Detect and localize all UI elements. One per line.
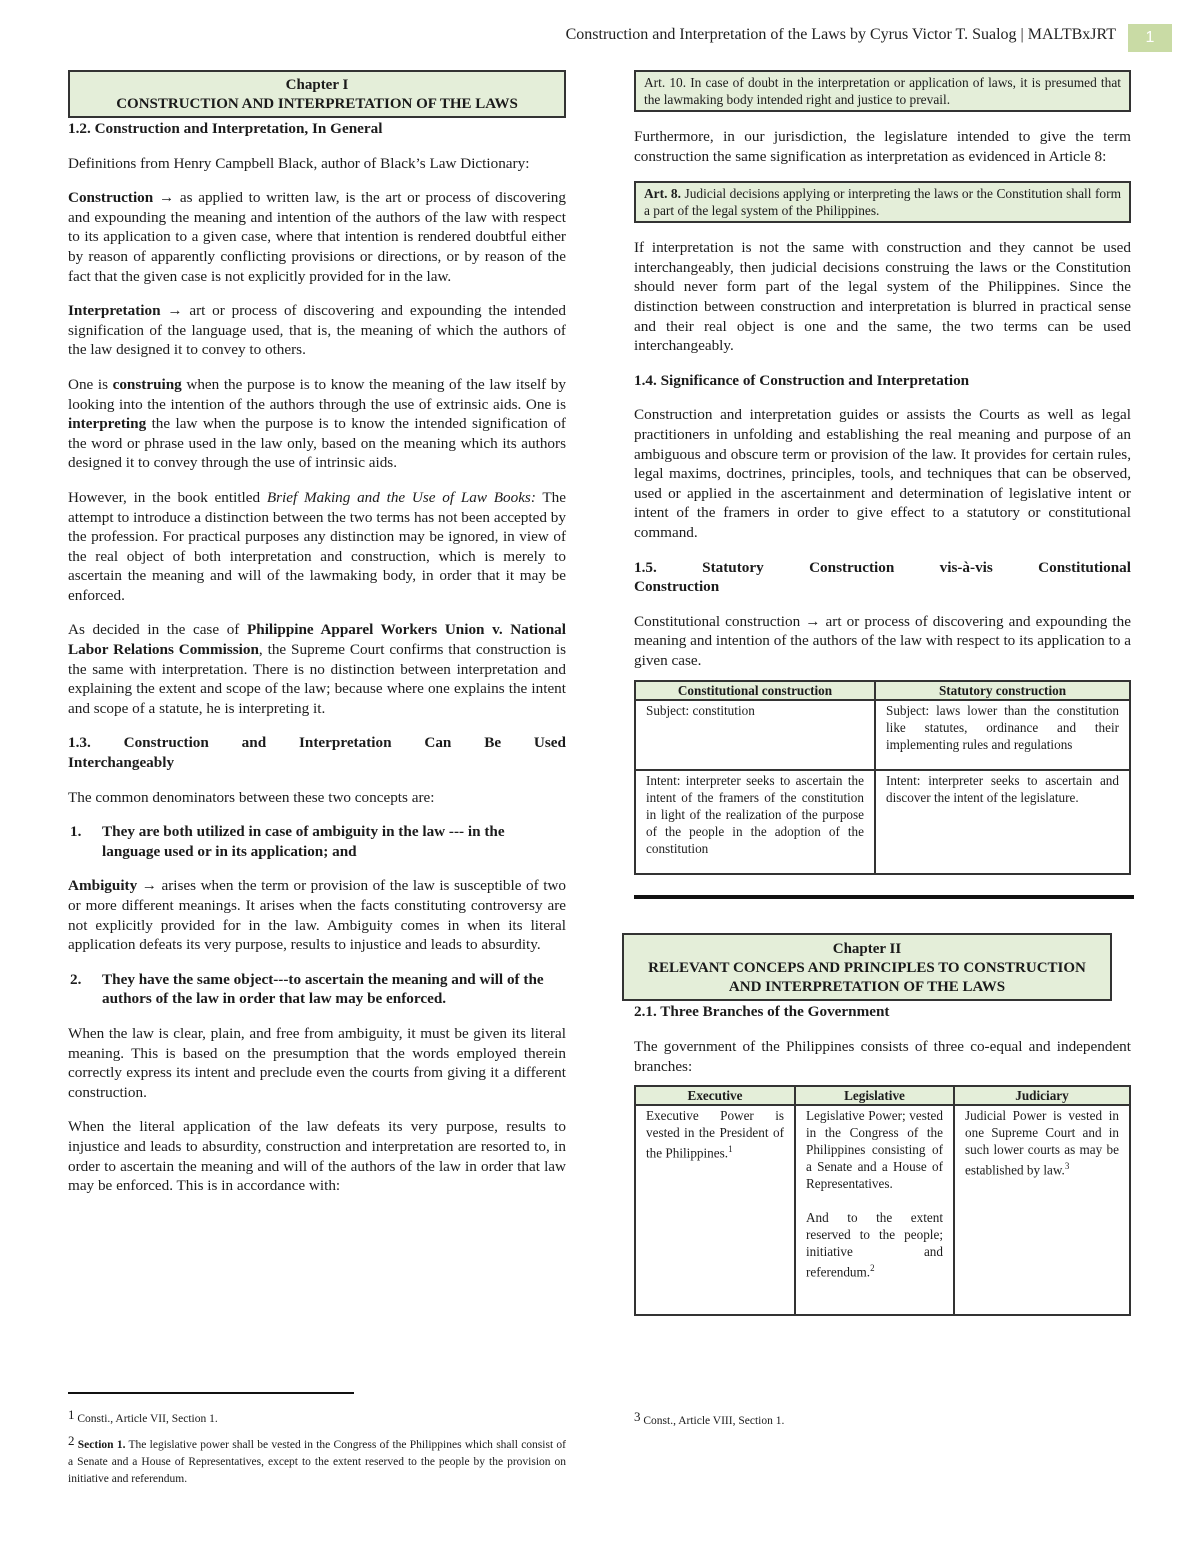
chapter-2-box	[622, 933, 1112, 1001]
section-1-2-intro: Definitions from Henry Campbell Black, author of Black’s Law Dictionary:	[68, 154, 530, 172]
chapter-1-box	[68, 70, 566, 118]
construing-paragraph: One is construing when the purpose is to know the meaning of the law itself by looking into the intention of the authors through the use of extrinsic aids. One is interpreting the law when the purpose is to know the intended signification of the word or phrase used in the law only, based on the meaning which its authors designed it to convey through the use of intrinsic aids.	[68, 375, 566, 472]
section-1-5-paragraph: Constitutional construction → art or process of discovering and expounding the meaning and intention of the authors of the law with respect to its application to a given case.	[634, 612, 1131, 669]
section-divider	[634, 895, 1134, 899]
right-column	[634, 70, 1131, 1316]
ambiguity-term: Ambiguity	[68, 877, 138, 895]
section-1-4-paragraph: Construction and interpretation guides or assists the Courts as well as legal practitioners in unfolding and establishing the real meaning and purpose of an ambiguous and obscure term or provision of the law. It provides for certain rules, legal maxims, doctrines, principles, tools, and techniques that can be observed, used or applied in the ascertainment and determination of legislative intent or intent of the framers in order to give effect to a statutory or constitutional command.	[634, 406, 1131, 541]
chapter-2-title-line-2: AND INTERPRETATION OF THE LAWS	[728, 979, 1006, 996]
table-header-cell: Statutory construction	[875, 681, 1130, 700]
chapter-1-title: CONSTRUCTION AND INTERPRETATION OF THE LAWS	[116, 96, 518, 112]
chapter-2-title-line-1: RELEVANT CONCEPS AND PRINCIPLES TO CONSTRUCTION	[648, 960, 1086, 977]
table-cell: Intent: interpreter seeks to ascertain the intent of the framers of the constitution in light of the realization of the purpose of the people in the adoption of the constitution	[635, 770, 875, 874]
table-cell: Intent: interpreter seeks to ascertain and discover the intent of the legislature.	[875, 770, 1130, 874]
legislative-cell: Legislative Power; vested in the Congress of the Philippines consisting of a Senate and a House of Representatives. And to the extent reserved to the people; initiative and referendum.$^2$	[795, 1105, 954, 1315]
comparison-table	[634, 680, 1131, 875]
page-header	[0, 26, 1200, 50]
judiciary-cell: Judicial Power is vested in one Supreme Court and in such lower courts as may be established by law.$^3$	[954, 1105, 1130, 1315]
interpretation-term: Interpretation	[68, 302, 161, 320]
footnote-divider	[68, 1392, 354, 1394]
section-1-5-heading: 1.5. Statutory Construction vis-à-vis Constitutional Construction	[634, 558, 1131, 596]
article-8-box: Art. 8. Judicial decisions applying or interpreting the laws or the Constitution shall form a part of the legal system of the Philippines.	[634, 181, 1131, 223]
article-10-label: Art. 10.	[644, 75, 687, 90]
clear-law-paragraph: When the law is clear, plain, and free from ambiguity, it must be given its literal meaning. This is based on the presumption that the words employed therein correctly express its intent and preclude even the courts from giving it a different construction.	[68, 1024, 566, 1101]
section-1-3-intro: The common denominators between these two concepts are:	[68, 788, 435, 806]
interchangeable-paragraph: If interpretation is not the same with construction and they cannot be used interchangeably, then judicial decisions construing the laws or the Constitution should never form part of the legal system of the Philippines. Since the distinction between construction and interpretation is blurred in practical sense and their real object is one and the same, the two terms can be used interchangeably.	[634, 239, 1131, 355]
construction-term: Construction	[68, 189, 154, 207]
brief-making-paragraph: However, in the book entitled Brief Making and the Use of Law Books: The attempt to introduce a distinction between the two terms has not been accepted by the profession. For practical purposes any distinction may be ignored, in view of the real object of both interpretation and construction, which is merely to ascertain the meaning and will of the lawmaking body, in order that it may be enforced.	[68, 488, 566, 604]
header-title: Construction and Interpretation of the Laws by Cyrus Victor T. Sualog | MALTBxJRT	[565, 26, 1116, 43]
table-row	[635, 770, 1130, 874]
construction-definition: Construction → as applied to written law, is the art or process of discovering and expounding the meaning and intention of the authors of the law with respect to its application to a given case, where that intention is rendered doubtful either by reason of apparently conflicting provisions or directions, or by reason of the fact that the given case is not explicitly provided for in the law.	[68, 189, 566, 285]
article-10-box: Art. 10. In case of doubt in the interpretation or application of laws, it is presumed that the lawmaking body intended right and justice to prevail.	[634, 70, 1131, 112]
chapter-2-number: Chapter II	[832, 941, 902, 958]
footnote-2: $^2$ Section 1. The legislative power shall be vested in the Congress of the Philippines which shall consist of a Senate and a House of Representatives, except to the extent reserved to the people by the provision on initiative and referendum.	[68, 1433, 566, 1485]
footnote-3: $^3$ Const., Article VIII, Section 1.	[634, 1409, 785, 1427]
table-header-cell: Legislative	[795, 1086, 954, 1105]
table-header-cell: Executive	[635, 1086, 795, 1105]
section-2-1-heading: 2.1. Three Branches of the Government	[634, 1003, 890, 1021]
section-1-4-heading: 1.4. Significance of Construction and Interpretation	[634, 371, 970, 389]
left-column	[68, 70, 566, 1211]
interpretation-definition: Interpretation → art or process of discovering and expounding the intended signification of the language used, that is, the meaning of which the authors of the law designed it to convey to others.	[68, 302, 566, 359]
section-2-1-paragraph: The government of the Philippines consists of three co-equal and independent branches:	[634, 1038, 1131, 1075]
list-item-2: 2. They have the same object---to ascertain the meaning and will of the authors of the law in order that law may be enforced.	[70, 970, 544, 1008]
case-paragraph: As decided in the case of Philippine Apparel Workers Union v. National Labor Relations Commission, the Supreme Court confirms that construction is the same with interpretation. There is no distinction between interpretation and explaining the extent and scope of the law; because where one explains the intent and scope of a statute, he is interpreting it.	[68, 621, 566, 717]
section-1-3-heading: 1.3. Construction and Interpretation Can Be Used Interchangeably	[68, 734, 566, 772]
literal-application-paragraph: When the literal application of the law defeats its very purpose, results to injustice and leads to absurdity, construction and interpretation are resorted to, in order to ascertain the meaning and will of the authors of the law in order that law may be enforced. This is in accordance with:	[68, 1118, 566, 1195]
furthermore-paragraph: Furthermore, in our jurisdiction, the legislature intended to give the term construction the same signification as interpretation as evidenced in Article 8:	[634, 128, 1131, 165]
table-row	[635, 1105, 1130, 1315]
section-1-2-heading: 1.2. Construction and Interpretation, In General	[68, 120, 383, 137]
article-8-label: Art. 8.	[644, 186, 681, 202]
ambiguity-definition: Ambiguity → arises when the term or provision of the law is susceptible of two or more different meanings. It arises when the facts constituting controversy are not explicitly provided for in the law. Ambiguity comes in when its literal application defeats its very purpose, results to injustice and leads to absurdity.	[68, 877, 566, 954]
branches-table	[634, 1085, 1131, 1316]
table-header-cell: Judiciary	[954, 1086, 1130, 1105]
footnote-1: $^1$ Consti., Article VII, Section 1.	[68, 1407, 218, 1425]
table-cell: Subject: laws lower than the constitution like statutes, ordinance and their implementing rules and regulations	[875, 700, 1130, 770]
table-cell: Subject: constitution	[635, 700, 875, 770]
list-item-1: 1. They are both utilized in case of ambiguity in the law --- in the language used or in its application; and	[70, 823, 505, 860]
chapter-1-number: Chapter I	[285, 77, 349, 93]
table-header-row	[635, 681, 1130, 700]
executive-cell: Executive Power is vested in the President of the Philippines.$^1$	[635, 1105, 795, 1315]
table-header-row	[635, 1086, 1130, 1105]
table-row	[635, 700, 1130, 770]
table-header-cell: Constitutional construction	[635, 681, 875, 700]
page-number-badge: 1	[1128, 24, 1172, 52]
